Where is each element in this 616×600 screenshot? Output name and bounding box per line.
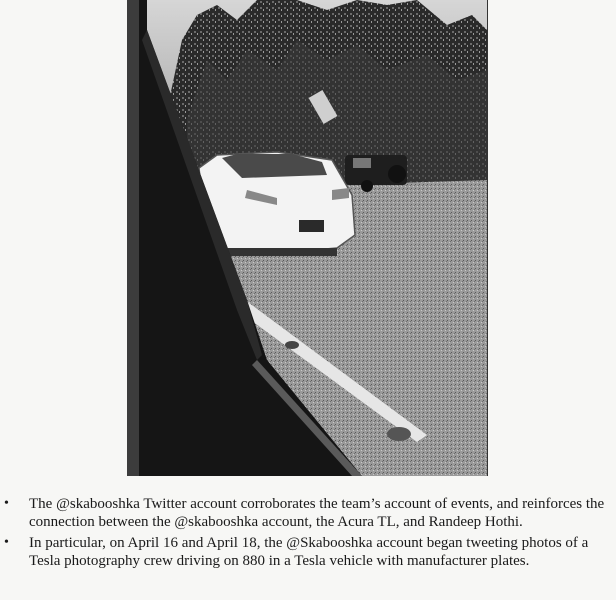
bullet-item <box>0 495 616 531</box>
bullet-item <box>0 534 616 570</box>
bullet-text: In particular, on April 16 and April 18, the @Skabooshka account began tweeting photos of a Tesla photography crew driving on 880 in a Tesla vehicle with manufacturer plates. <box>29 535 589 569</box>
bullet-marker: • <box>4 496 9 511</box>
bullet-text: The @skabooshka Twitter account corroborates the team’s account of events, and reinforces the connection between the @skabooshka account, the Acura TL, and Randeep Hothi. <box>29 496 605 530</box>
photo-scene <box>127 0 487 476</box>
bullet-list <box>0 495 616 573</box>
bullet-marker: • <box>4 535 9 550</box>
evidence-photo <box>127 0 488 476</box>
